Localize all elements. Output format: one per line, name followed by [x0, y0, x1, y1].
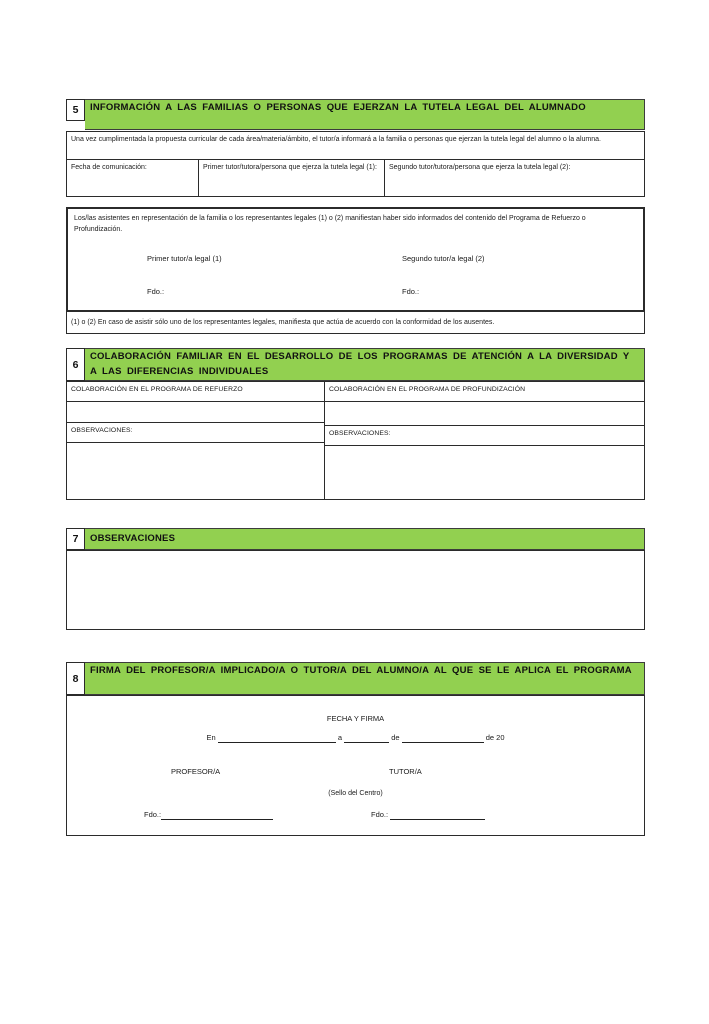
- tutor-fdo-label: Fdo.:: [371, 810, 389, 819]
- refuerzo-observaciones-cell: [66, 443, 325, 500]
- date-de-label: de: [391, 733, 400, 742]
- field-fecha-comunicacion: Fecha de comunicación:: [66, 159, 199, 197]
- refuerzo-observaciones-label: OBSERVACIONES:: [66, 423, 325, 443]
- section-5-communication-row: [66, 159, 645, 197]
- section-7-observaciones-box: [66, 550, 645, 630]
- profesor-fdo-label: Fdo.:: [144, 810, 162, 819]
- profundizacion-entry-cell: [324, 402, 645, 426]
- date-en-label: En: [206, 733, 216, 742]
- field-segundo-tutor: Segundo tutor/tutora/persona que ejerza la tutela legal (2):: [385, 159, 645, 197]
- refuerzo-column-header: COLABORACIÓN EN EL PROGRAMA DE REFUERZO: [66, 381, 325, 402]
- section-6-refuerzo-column: [66, 381, 325, 500]
- date-year-label: de 20: [485, 733, 505, 742]
- section-8-header: [66, 662, 645, 695]
- profesor-label: PROFESOR/A: [171, 767, 221, 776]
- section-6-profundizacion-column: [324, 381, 645, 500]
- date-place-blank: [218, 734, 336, 743]
- date-month-blank: [402, 734, 484, 743]
- section-8-title: FIRMA DEL PROFESOR/A IMPLICADO/A O TUTOR/A DEL ALUMNO/A AL QUE SE LE APLICA EL PROGRAMA: [85, 662, 645, 695]
- attendees-statement: Los/las asistentes en representación de la familia o los representantes legales (1) o (2) manifiestan haber sido informados del contenido del Programa de Refuerzo o Profundización.: [74, 215, 586, 233]
- section-7-title: OBSERVACIONES: [85, 528, 645, 550]
- fecha-firma-heading: FECHA Y FIRMA: [326, 714, 385, 723]
- date-day-blank: [344, 734, 389, 743]
- section-8-signature-box: [66, 695, 645, 836]
- section-6-header: [66, 348, 645, 381]
- section-7-header: [66, 528, 645, 550]
- section-5-number: 5: [66, 99, 85, 121]
- refuerzo-entry-cell: [66, 402, 325, 423]
- section-5-header: [66, 99, 645, 130]
- section-6-title: COLABORACIÓN FAMILIAR EN EL DESARROLLO DE LOS PROGRAMAS DE ATENCIÓN A LA DIVERSIDAD Y A LAS DIFERENCIAS INDIVIDUALES: [85, 348, 645, 381]
- tutor2-signature-label: Segundo tutor/a legal (2): [402, 254, 485, 263]
- section-8-number: 8: [66, 662, 85, 695]
- profesor-fdo-line: [144, 809, 273, 820]
- profesor-fdo-blank: [161, 811, 273, 820]
- tutor1-signature-label: Primer tutor/a legal (1): [147, 254, 222, 263]
- section-5-title: INFORMACIÓN A LAS FAMILIAS O PERSONAS QUE EJERZAN LA TUTELA LEGAL DEL ALUMNADO: [85, 99, 645, 130]
- tutor-fdo-blank: [390, 811, 485, 820]
- tutor-label: TUTOR/A: [389, 767, 422, 776]
- profundizacion-observaciones-label: OBSERVACIONES:: [324, 426, 645, 446]
- section-7-number: 7: [66, 528, 85, 550]
- tutor2-fdo-label: Fdo.:: [402, 287, 420, 296]
- date-a-label: a: [337, 733, 343, 742]
- date-fill-line: [67, 732, 644, 743]
- section-5-footnote: (1) o (2) En caso de asistir sólo uno de los representantes legales, manifiesta que actúa de acuerdo con la conformidad de los ausentes.: [66, 311, 645, 334]
- section-5-attendees-box: [66, 207, 645, 312]
- field-primer-tutor: Primer tutor/tutora/persona que ejerza la tutela legal (1):: [199, 159, 385, 197]
- profundizacion-observaciones-cell: [324, 446, 645, 500]
- section-6-number: 6: [66, 348, 85, 381]
- section-5-intro-text: Una vez cumplimentada la propuesta curricular de cada área/materia/ámbito, el tutor/a informará a la familia o personas que ejerzan la tutela legal del alumno o la alumna.: [66, 131, 645, 160]
- tutor-fdo-line: [371, 809, 485, 820]
- sello-centro-label: (Sello del Centro): [328, 790, 383, 797]
- tutor1-fdo-label: Fdo.:: [147, 287, 165, 296]
- profundizacion-column-header: COLABORACIÓN EN EL PROGRAMA DE PROFUNDIZACIÓN: [324, 381, 645, 402]
